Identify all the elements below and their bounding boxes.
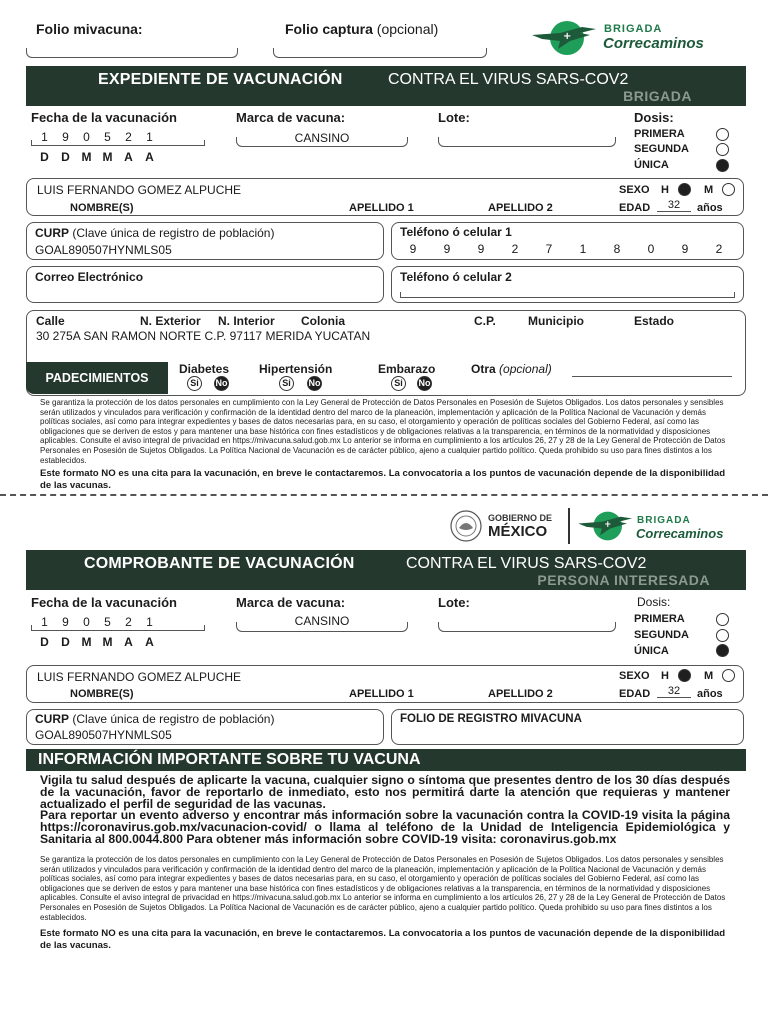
nombre-value: LUIS FERNANDO GOMEZ ALPUCHE — [37, 183, 242, 197]
correo-label: Correo Electrónico — [35, 270, 144, 284]
anios-label: años — [697, 202, 723, 214]
folio-mivacuna-field[interactable] — [26, 48, 238, 58]
sexo-m-radio[interactable] — [722, 183, 735, 196]
mexico-seal-icon — [450, 510, 482, 542]
dosis-primera-label-2: PRIMERA — [634, 613, 685, 625]
dosis-primera-radio[interactable] — [716, 128, 729, 141]
nombre-value-2: LUIS FERNANDO GOMEZ ALPUCHE — [37, 670, 242, 684]
marca-label-2: Marca de vacuna: — [236, 595, 346, 610]
curp-label: CURP (Clave única de registro de población) — [35, 226, 275, 240]
sexo-h-radio[interactable] — [678, 183, 691, 196]
fecha-format: D D M M A A — [40, 150, 154, 164]
telefono2-label: Teléfono ó celular 2 — [400, 270, 512, 284]
roadrunner-icon — [530, 19, 600, 57]
cita-notice: Este formato NO es una cita para la vacunación, en breve le contactaremos. La convocatoria a los puntos de vacunación depende de la disponibilidad de las vacunas. — [40, 468, 726, 491]
n-interior-label: N. Interior — [218, 314, 275, 328]
n-exterior-label: N. Exterior — [140, 314, 201, 328]
svg-text:+: + — [604, 518, 612, 529]
dosis-label-2: Dosis: — [637, 595, 671, 609]
brigada-text-2: BRIGADA — [637, 515, 691, 526]
sexo-h-label-2: H — [661, 670, 669, 682]
curp-label-2: CURP (Clave única de registro de población) — [35, 712, 275, 726]
sexo-label-2: SEXO — [619, 670, 650, 682]
nombres-label: NOMBRE(S) — [70, 202, 134, 214]
expediente-title: EXPEDIENTE DE VACUNACIÓN — [98, 71, 343, 88]
marca-label: Marca de vacuna: — [236, 110, 346, 125]
folio-mivacuna-label: Folio mivacuna: — [36, 21, 143, 37]
dosis-segunda-label: SEGUNDA — [634, 143, 690, 155]
correcaminos-text: Correcaminos — [603, 35, 704, 52]
curp-value-2: GOAL890507HYNMLS05 — [35, 728, 172, 742]
info-title: INFORMACIÓN IMPORTANTE SOBRE TU VACUNA — [38, 751, 421, 768]
info-paragraph-1: Vigila tu salud después de aplicarte la vacuna, cualquier signo o síntoma que presentes dentro de los 30 días después de la vacunación, favor de reportarlo de inmediato, esto nos permitirá darte la atención que requieras y mantener actualizado el perfil de seguridad de las vacunas. — [40, 773, 730, 811]
gobierno-de-text: GOBIERNO DE — [488, 513, 553, 523]
sexo-h-radio-2[interactable] — [678, 669, 691, 682]
curp-value: GOAL890507HYNMLS05 — [35, 243, 172, 257]
cita-notice-2: Este formato NO es una cita para la vacunación, en breve le contactaremos. La convocatoria a los puntos de vacunación depende de la disponibilidad de las vacunas. — [40, 928, 726, 951]
anios-label-2: años — [697, 688, 723, 700]
dosis-unica-radio-2[interactable] — [716, 644, 729, 657]
dosis-segunda-radio-2[interactable] — [716, 629, 729, 642]
info-title-band — [26, 749, 746, 771]
dosis-primera-radio-2[interactable] — [716, 613, 729, 626]
folio-captura-field[interactable] — [273, 48, 487, 58]
dosis-segunda-radio[interactable] — [716, 143, 729, 156]
telefono2-ticks — [400, 292, 735, 298]
telefono1-digits: 9 9 9 2 7 1 8 0 9 2 — [409, 242, 723, 256]
telefono1-label: Teléfono ó celular 1 — [400, 225, 512, 239]
edad-value-2[interactable]: 32 — [657, 685, 691, 698]
privacy-notice: Se garantiza la protección de los datos personales en cumplimiento con la Ley General de Protección de Datos Personales en Posesión de Sujetos Obligados. Los datos personales y sensibles serán utilizados y vinculados para verificación y confirmación de la identidad dentro del marco de la planeación, implementación y aplicación de la Política Nacional de Vacunación y demás políticas sociales, así como para integrar expedientes y bases de datos necesarias para, en su caso, el otorgamiento y operación de políticas sociales del Gobierno Federal, así como las obligaciones que se deriven de estos y para mantener una base histórica con fines estadísticos y de obligaciones relativas a la transparencia, en términos de la normatividad y disposiciones aplicables. Consulte el aviso integral de privacidad en https://mivacuna.salud.gob.mx Lo anterior se informa en cumplimiento a los artículos 26, 27 y 28 de la Ley General de Protección de Datos Personales en Posesión de Sujetos Obligados. La Política Nacional de Vacunación es de carácter público, ajeno a cualquier partido político. Queda prohibido su uso para fines distintos a los establecidos. — [40, 398, 726, 465]
comprobante-subtitle: PERSONA INTERESADA — [537, 572, 710, 588]
dosis-label: Dosis: — [634, 110, 674, 125]
embarazo-label: Embarazo — [378, 362, 436, 376]
sexo-m-radio-2[interactable] — [722, 669, 735, 682]
folio-captura-label: Folio captura (opcional) — [285, 21, 439, 37]
otra-label: Otra (opcional) — [471, 362, 552, 376]
estado-label: Estado — [634, 314, 675, 328]
colonia-label: Colonia — [301, 314, 345, 328]
apellido1-label-2: APELLIDO 1 — [349, 688, 414, 700]
roadrunner-icon-2 — [576, 510, 636, 542]
hipertension-label: Hipertensión — [259, 362, 333, 376]
sexo-m-label: M — [704, 184, 714, 196]
edad-label-2: EDAD — [619, 688, 651, 700]
correcaminos-text-2: Correcaminos — [636, 526, 724, 541]
lote-field-2[interactable] — [438, 622, 616, 632]
diabetes-si[interactable]: Si — [187, 376, 202, 391]
folio-registro-label: FOLIO DE REGISTRO MIVACUNA — [400, 713, 582, 725]
dosis-unica-label-2: ÚNICA — [634, 645, 669, 657]
otra-field[interactable] — [572, 376, 732, 377]
comprobante-title-band — [26, 550, 746, 590]
dosis-unica-radio[interactable] — [716, 159, 729, 172]
edad-value[interactable]: 32 — [657, 199, 691, 212]
embarazo-no[interactable]: No — [417, 376, 432, 391]
comprobante-title-rest: CONTRA EL VIRUS SARS-COV2 — [406, 555, 647, 572]
fecha-digits: 1 9 0 5 2 1 — [41, 130, 153, 144]
fecha-label-2: Fecha de la vacunación — [31, 595, 177, 610]
cp-label: C.P. — [474, 314, 496, 328]
sexo-label: SEXO — [619, 184, 650, 196]
cut-line — [0, 494, 768, 496]
brigada-text: BRIGADA — [604, 23, 663, 35]
header-divider — [568, 508, 570, 544]
municipio-label: Municipio — [528, 314, 584, 328]
lote-label-2: Lote: — [438, 595, 470, 610]
dosis-segunda-label-2: SEGUNDA — [634, 629, 690, 641]
lote-field[interactable] — [438, 137, 616, 147]
diabetes-label: Diabetes — [179, 362, 230, 376]
calle-label: Calle — [36, 314, 65, 328]
apellido2-label-2: APELLIDO 2 — [488, 688, 553, 700]
edad-label: EDAD — [619, 202, 651, 214]
fecha-format-2: D D M M A A — [40, 635, 154, 649]
nombres-label-2: NOMBRE(S) — [70, 688, 134, 700]
embarazo-si[interactable]: Si — [391, 376, 406, 391]
brigada-logo — [530, 19, 600, 57]
hipertension-no[interactable]: No — [307, 376, 322, 391]
expediente-title-band — [26, 66, 746, 106]
privacy-notice-2: Se garantiza la protección de los datos personales en cumplimiento con la Ley General de Protección de Datos Personales en Posesión de Sujetos Obligados. Los datos personales y sensibles serán utilizados y vinculados para verificación y confirmación de la identidad dentro del marco de la planeación, implementación y aplicación de la Política Nacional de Vacunación y demás políticas sociales, así como para integrar expedientes y bases de datos necesarias para, en su caso, el otorgamiento y operación de políticas sociales del Gobierno Federal, así como las obligaciones que se deriven de estos y para mantener una base histórica con fines estadísticos y de obligaciones relativas a la transparencia, en términos de la normatividad y disposiciones aplicables. Consulte el aviso integral de privacidad en https://mivacuna.salud.gob.mx Lo anterior se informa en cumplimiento a los artículos 26, 27 y 28 de la Ley General de Protección de Datos Personales en Posesión de Sujetos Obligados. La Política Nacional de Vacunación es de carácter público, ajeno a cualquier partido político. Queda prohibido su uso para fines distintos a los establecidos. — [40, 855, 726, 922]
fecha-label: Fecha de la vacunación — [31, 110, 177, 125]
diabetes-no[interactable]: No — [214, 376, 229, 391]
apellido2-label: APELLIDO 2 — [488, 202, 553, 214]
apellido1-label: APELLIDO 1 — [349, 202, 414, 214]
hipertension-si[interactable]: Si — [279, 376, 294, 391]
sexo-h-label: H — [661, 184, 669, 196]
dosis-unica-label: ÚNICA — [634, 159, 669, 171]
svg-text:+: + — [563, 31, 572, 42]
expediente-subtitle: BRIGADA — [623, 88, 692, 104]
dosis-primera-label: PRIMERA — [634, 128, 685, 140]
marca-value: CANSINO — [294, 131, 350, 145]
mexico-text: MÉXICO — [488, 523, 548, 540]
brigada-logo-2 — [576, 510, 636, 542]
comprobante-title: COMPROBANTE DE VACUNACIÓN — [84, 555, 355, 572]
padecimientos-label: PADECIMIENTOS — [26, 362, 168, 394]
lote-label: Lote: — [438, 110, 470, 125]
info-paragraph-2: Para reportar un evento adverso y encontrar más información sobre la vacunación contra la COVID-19 visita la página https://coronavirus.gob.mx/vacunacion-covid/ o llama al teléfono de la Unidad de Inteligencia Epidemiológica y Sanitaria al 800.0044.800 Para obtener más información sobre COVID-19 visita: coronavirus.gob.mx — [40, 808, 730, 846]
sexo-m-label-2: M — [704, 670, 714, 682]
direccion-value: 30 275A SAN RAMON NORTE C.P. 97117 MERIDA YUCATAN — [36, 329, 371, 343]
expediente-title-rest: CONTRA EL VIRUS SARS-COV2 — [388, 71, 629, 88]
fecha-digits-2: 1 9 0 5 2 1 — [41, 615, 153, 629]
marca-value-2: CANSINO — [294, 614, 350, 628]
